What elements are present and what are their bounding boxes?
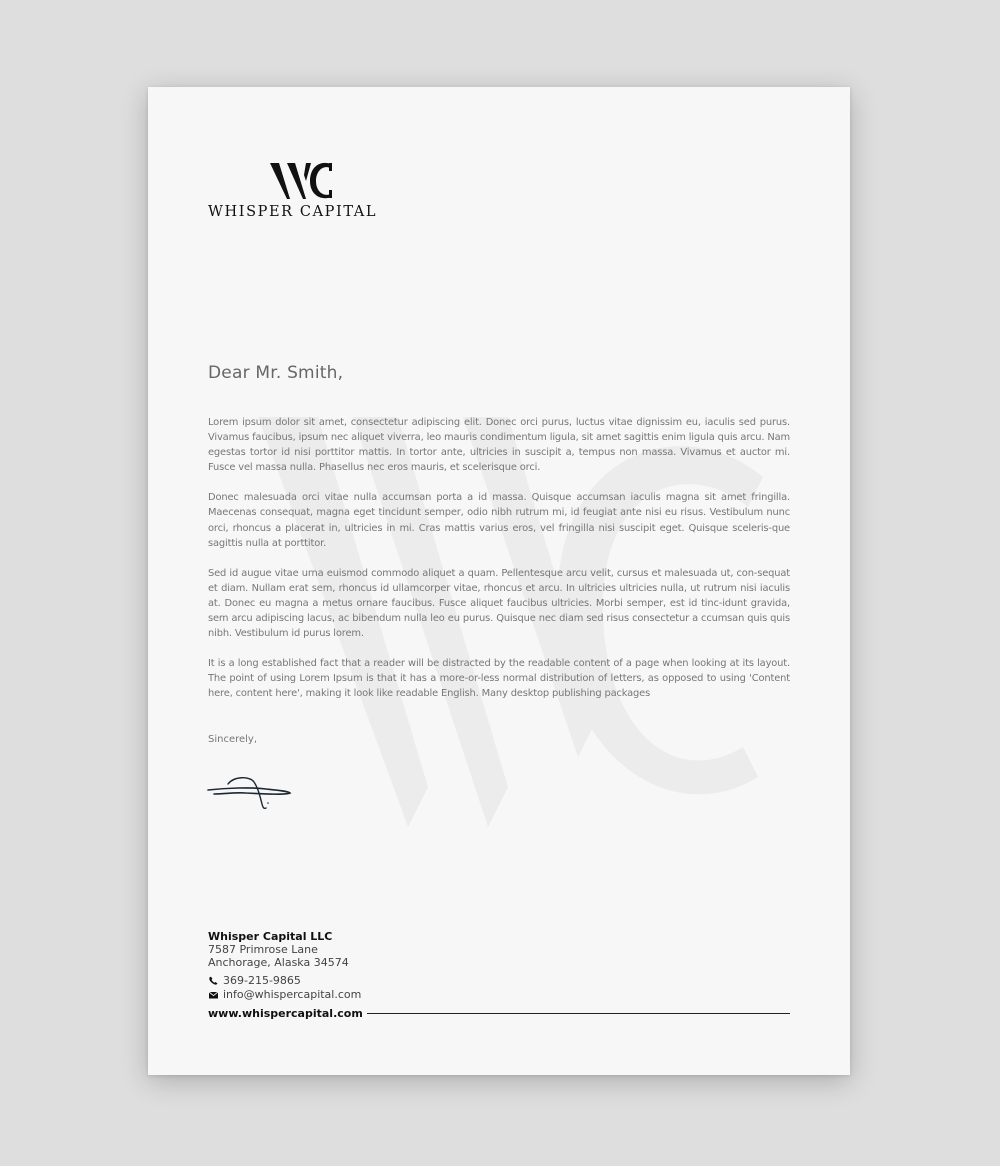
letterhead-footer <box>208 930 790 1020</box>
footer-address-line-2: Anchorage, Alaska 34574 <box>208 956 349 969</box>
letter-closing: Sincerely, <box>208 734 258 745</box>
letter-paragraph: Lorem ipsum dolor sit amet, consectetur adipiscing elit. Donec orci purus, luctus vitae dignissim eu, iaculis sed purus. Vivamus faucibus, ipsum nec aliquet viverra, leo mauris condimentum ligula, sit amet sagittis enim ligula quis arcu. Nam egestas tortor id nisi porttitor mattis. In tortor ante, ultricies in suscipit a, tempus non massa. Vivamus et auctor mi. Fusce vel massa nulla. Phasellus nec eros mauris, et scelerisque orci. <box>208 417 790 474</box>
wc-monogram-icon <box>268 161 338 201</box>
email-icon <box>208 990 220 1000</box>
footer-phone-row <box>208 974 790 988</box>
letter-body <box>208 415 790 717</box>
footer-divider-line <box>367 1013 790 1014</box>
letter-paragraph: Donec malesuada orci vitae nulla accumsan porta a id massa. Quisque accumsan iaculis magna sit amet fringilla. Maecenas consequat, magna eget tincidunt semper, odio nibh rutrum mi, id feugiat ante nisi eu risus. Vestibulum nunc orci, rhoncus a placerat in, ultricies in mi. Cras mattis varius eros, vel fringilla nisi suscipit eget. Quisque sceleris-que sagittis nulla at porttitor. <box>208 492 790 549</box>
letter-paragraph: Sed id augue vitae urna euismod commodo aliquet a quam. Pellentesque arcu velit, cursus et malesuada ut, con-sequat et diam. Nullam erat sem, rhoncus id ullamcorper vitae, rhoncus et arcu. In ultricies ultricies nulla, ut rutrum nisi iaculis at. Donec eu magna a metus ornare faucibus. Fusce aliquet faucibus ultricies. Morbi semper, est id tinc-idunt gravida, sem arcu adipiscing lacus, ac bibendum nulla leo eu purus. Quisque nec diam sed risus consectetur a ccumsan quis quis nibh. Vestibulum id purus lorem. <box>208 567 790 640</box>
footer-website-link[interactable]: www.whispercapital.com <box>208 1007 363 1020</box>
footer-email-row <box>208 988 790 1002</box>
company-name-logo-text: WHISPER CAPITAL <box>208 204 378 220</box>
letter-paragraph: It is a long established fact that a reader will be distracted by the readable content of a page when looking at its layout. The point of using Lorem Ipsum is that it has a more-or-less normal distribution of letters, as opposed to using 'Content here, content here', making it look like readable English. Many desktop publishing packages <box>208 658 790 700</box>
letterhead-page <box>148 87 850 1075</box>
letter-greeting: Dear Mr. Smith, <box>208 363 344 383</box>
handwritten-signature <box>206 772 296 812</box>
footer-website-row <box>208 1007 790 1020</box>
footer-phone: 369-215-9865 <box>223 974 301 987</box>
footer-address-line-1: 7587 Primrose Lane <box>208 943 318 956</box>
company-logo <box>208 161 398 223</box>
footer-company-name: Whisper Capital LLC <box>208 930 333 943</box>
footer-email[interactable]: info@whispercapital.com <box>223 988 362 1001</box>
phone-icon <box>208 976 220 986</box>
